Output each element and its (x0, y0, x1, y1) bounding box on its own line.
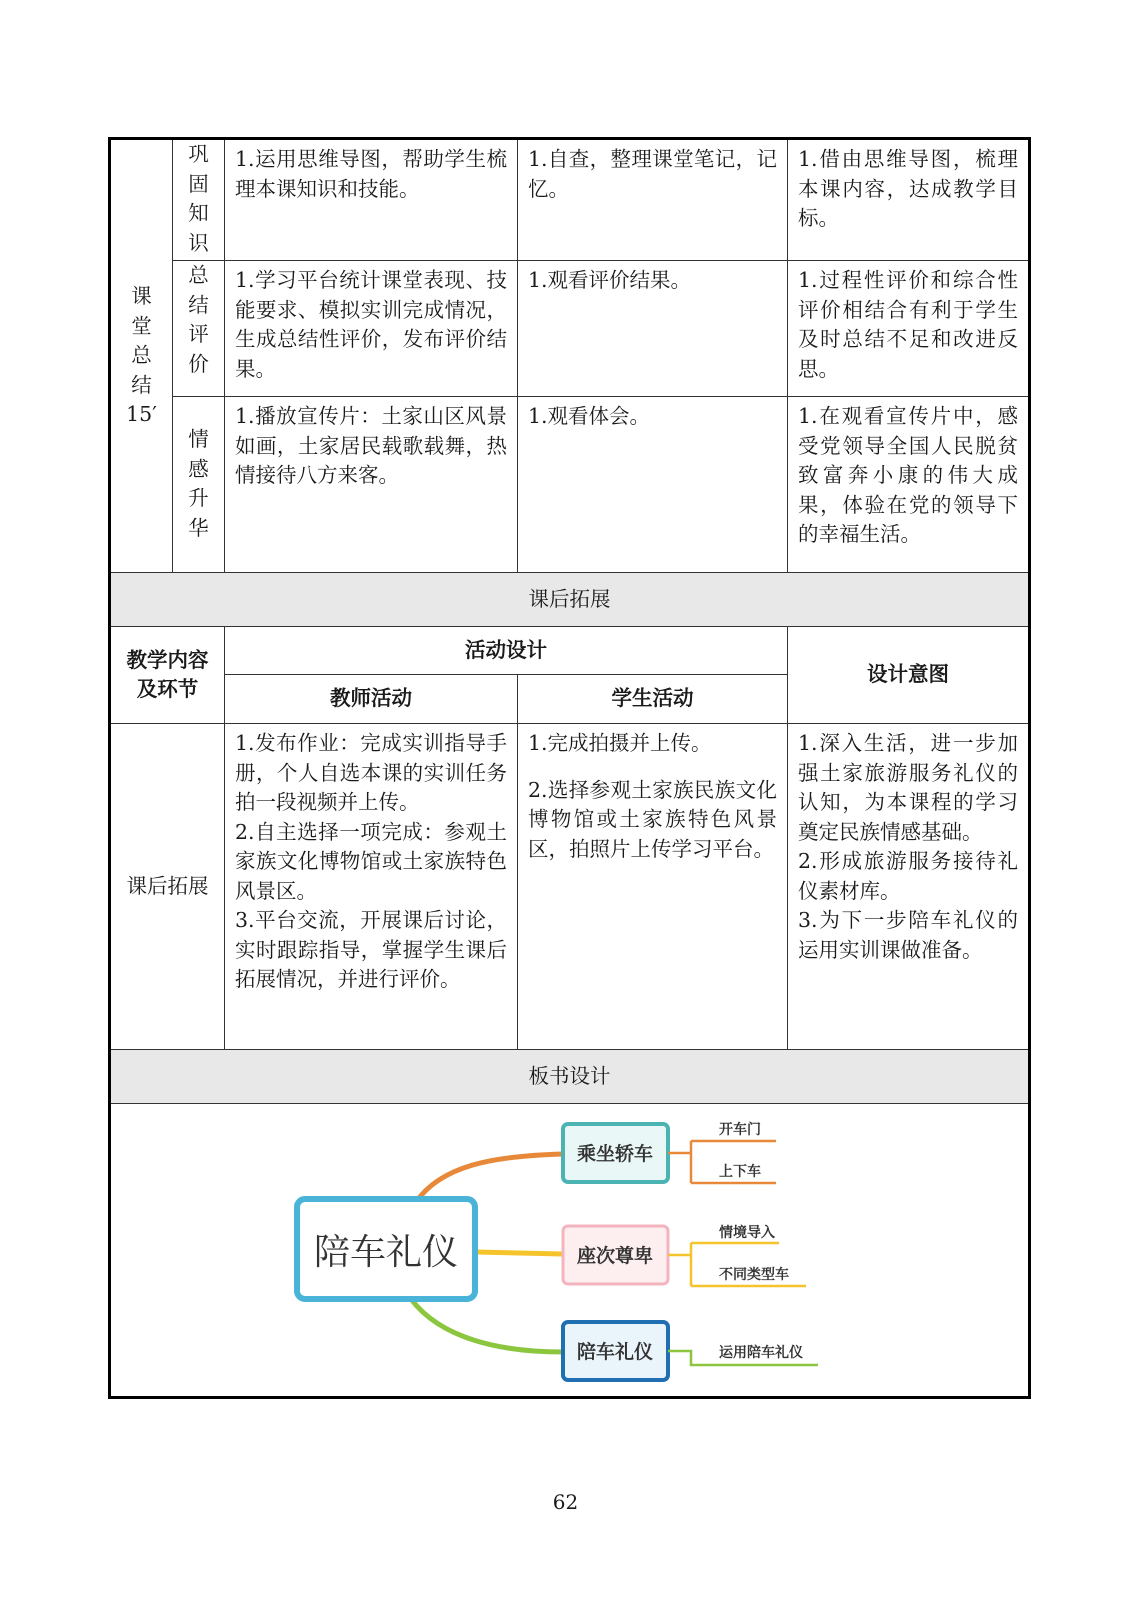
table-row (110, 1104, 1030, 1398)
section-banner-board-design: 板书设计 (110, 1050, 1030, 1104)
time-allocation: 15′ (126, 402, 157, 427)
mindmap-branch-label-3: 陪车礼仪 (576, 1341, 654, 1363)
section-banner-extension: 课后拓展 (110, 573, 1030, 627)
student-activity-cell: 1.完成拍摄并上传。 2.选择参观土家族民族文化博物馆或土家族特色风景区，拍照片上传学习平台。 (518, 724, 788, 1050)
mindmap-branch-label-1: 乘坐轿车 (576, 1143, 654, 1165)
teacher-activity-cell: 1.发布作业：完成实训指导手册，个人自选本课的实训任务拍一段视频并上传。 2.自主选择一项完成：参观土家族文化博物馆或土家族特色风景区。 3.平台交流，开展课后讨论，实时跟踪指导，掌握学生课后拓展情况，并进行评价。 (225, 724, 518, 1050)
student-activity-cell: 1.观看评价结果。 (518, 261, 788, 397)
design-intent-cell: 1.深入生活，进一步加强土家旅游服务礼仪的认知，为本课程的学习奠定民族情感基础。 2.形成旅游服务接待礼仪素材库。 3.为下一步陪车礼仪的运用实训课做准备。 (788, 724, 1030, 1050)
table-row (110, 724, 1030, 1050)
mindmap-leaf-3-1: 运用陪车礼仪 (719, 1345, 803, 1361)
step-label: 巩 固 知 识 (173, 139, 225, 261)
mindmap-leaf-1-2: 上下车 (719, 1164, 761, 1180)
step-label: 总 结 评 价 (173, 261, 225, 397)
row-label-extension: 课后拓展 (110, 724, 225, 1050)
step-label: 情 感 升 华 (173, 397, 225, 573)
mindmap-branch-label-2: 座次尊卑 (576, 1245, 654, 1267)
design-intent-cell: 1.过程性评价和综合性评价相结合有利于学生及时总结不足和改进反思。 (788, 261, 1030, 397)
teacher-activity-cell: 1.运用思维导图，帮助学生梳理本课知识和技能。 (225, 139, 518, 261)
teacher-activity-cell: 1.学习平台统计课堂表现、技能要求、模拟实训完成情况，生成总结性评价，发布评价结果。 (225, 261, 518, 397)
table-row (110, 573, 1030, 627)
mindmap-root-label: 陪车礼仪 (313, 1232, 459, 1273)
design-intent-cell: 1.在观看宣传片中，感受党领导全国人民脱贫致富奔小康的伟大成果，体验在党的领导下的幸福生活。 (788, 397, 1030, 573)
student-activity-cell: 1.自查，整理课堂笔记，记忆。 (518, 139, 788, 261)
header-teacher-activity: 教师活动 (225, 675, 518, 724)
page-number: 62 (552, 1490, 579, 1514)
table-row (110, 1050, 1030, 1104)
connector-branch-3 (411, 1299, 563, 1352)
table-row (110, 261, 1030, 397)
header-student-activity: 学生活动 (518, 675, 788, 724)
header-design-intent: 设计意图 (788, 627, 1030, 724)
header-teaching-content: 教学内容 及环节 (110, 627, 225, 724)
header-activity-design: 活动设计 (225, 627, 788, 675)
table-row (110, 139, 1030, 261)
design-intent-cell: 1.借由思维导图，梳理本课内容，达成教学目标。 (788, 139, 1030, 261)
mindmap-cell (110, 1104, 1030, 1398)
mindmap-leaf-2-2: 不同类型车 (719, 1267, 789, 1283)
connector-branch-1 (416, 1154, 563, 1202)
mindmap (111, 1104, 1028, 1396)
connector-branch-2 (476, 1252, 563, 1254)
table-row (110, 627, 1030, 675)
lesson-plan-table (108, 137, 1031, 1399)
mindmap-leaf-1-1: 开车门 (719, 1122, 761, 1138)
mindmap-leaf-2-1: 情境导入 (719, 1225, 775, 1241)
section-label-summary: 课 堂 总 结 15′ (110, 139, 173, 573)
teacher-activity-cell: 1.播放宣传片：土家山区风景如画，土家居民载歌载舞，热情接待八方来客。 (225, 397, 518, 573)
student-activity-cell: 1.观看体会。 (518, 397, 788, 573)
table-row (110, 397, 1030, 573)
